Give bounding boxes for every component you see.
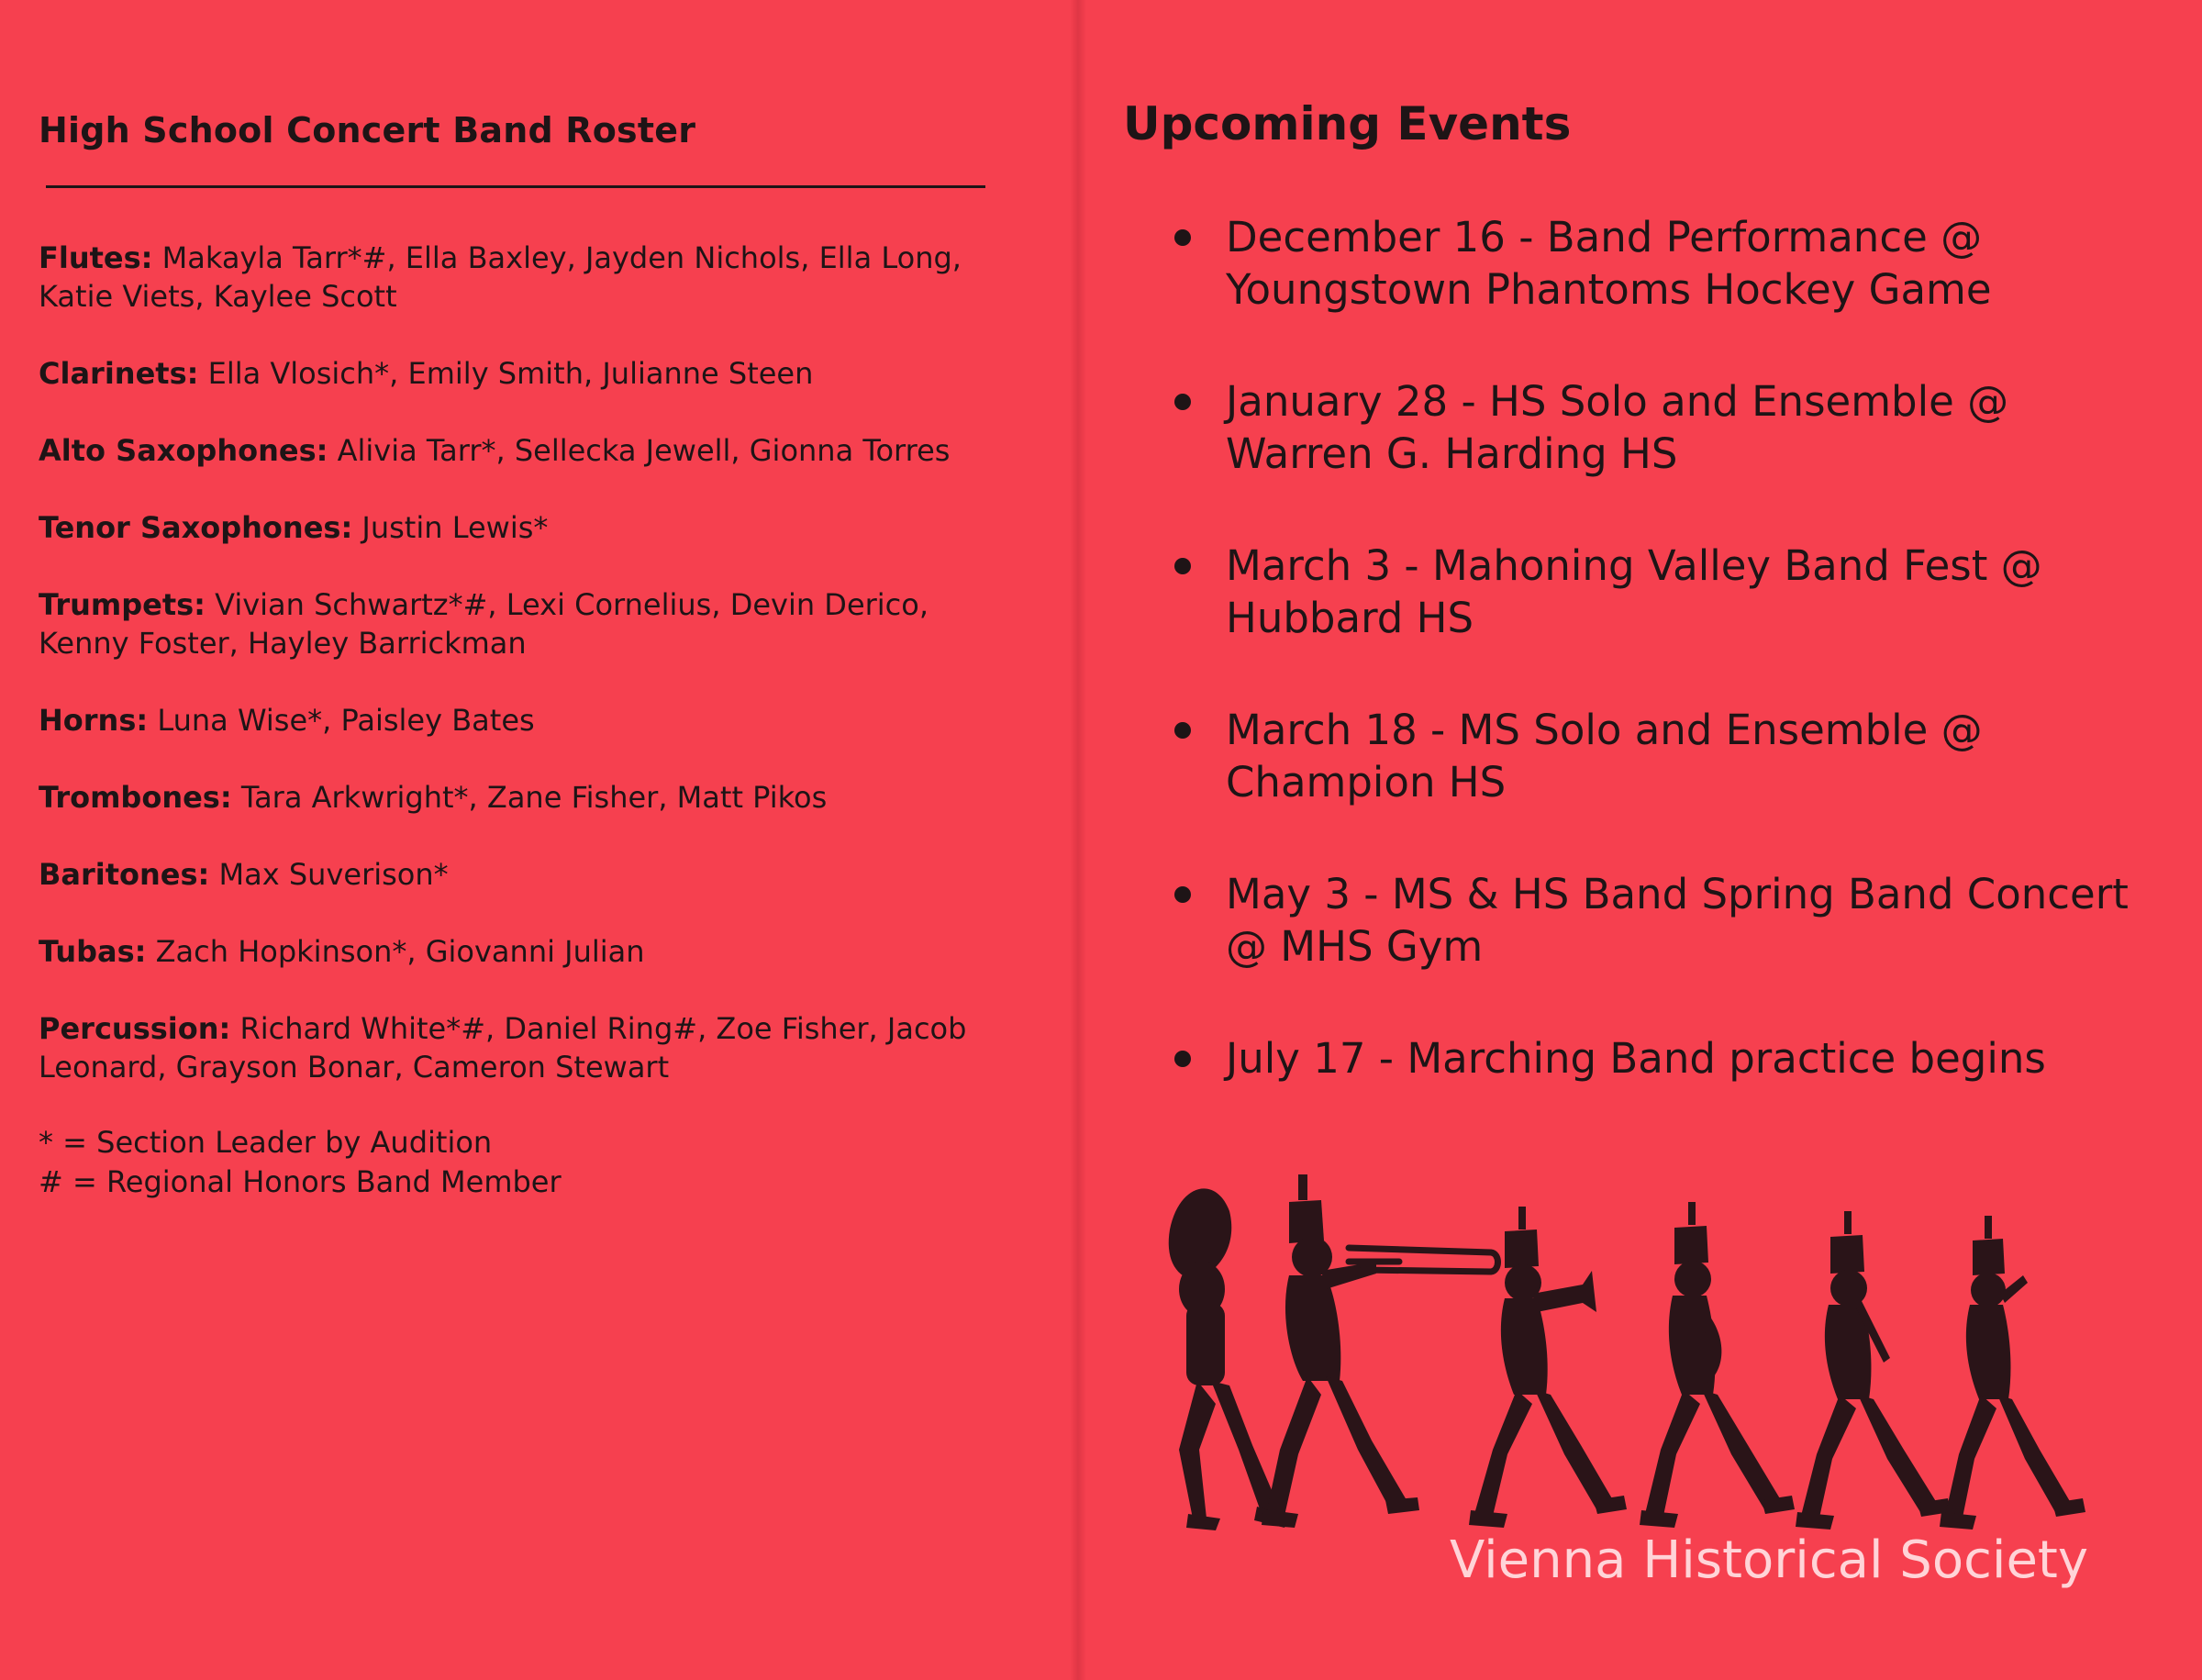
member-list: Luna Wise*, Paisley Bates	[157, 703, 535, 738]
events-panel	[1123, 92, 2151, 1083]
member-list: Ella Vlosich*, Emily Smith, Julianne Steen	[207, 356, 814, 391]
roster-section-trumpets	[39, 585, 993, 662]
clarinet-player-figure	[1796, 1211, 1951, 1530]
roster-section-trombones	[39, 778, 993, 817]
instrument-label: Percussion:	[39, 1011, 231, 1046]
event-text: December 16 - Band Performance @ Youngstown Phantoms Hockey Game	[1226, 213, 1992, 314]
bullet-icon	[1174, 558, 1191, 574]
member-list: Zach Hopkinson*, Giovanni Julian	[155, 934, 645, 969]
member-list: Makayla Tarr*#, Ella Baxley, Jayden Nichols, Ella Long, Katie Viets, Kaylee Scott	[39, 240, 962, 314]
bullet-icon	[1174, 722, 1191, 739]
event-item	[1123, 1032, 2151, 1085]
roster-title: High School Concert Band Roster	[39, 110, 696, 150]
roster-section-alto-saxophones	[39, 431, 993, 470]
member-list: Justin Lewis*	[361, 510, 549, 545]
roster-legend	[39, 1123, 993, 1202]
member-list: Vivian Schwartz*#, Lexi Cornelius, Devin Derico, Kenny Foster, Hayley Barrickman	[39, 587, 929, 661]
roster-panel	[39, 103, 984, 1199]
member-list: Tara Arkwright*, Zane Fisher, Matt Pikos	[240, 780, 828, 815]
marching-band-illustration	[1151, 1174, 2087, 1578]
event-item	[1123, 211, 2151, 316]
member-list: Richard White*#, Daniel Ring#, Zoe Fisher, Jacob Leonard, Grayson Bonar, Cameron Stewart	[39, 1011, 967, 1085]
instrument-label: Trumpets:	[39, 587, 206, 622]
roster-section-baritones	[39, 855, 993, 894]
trombone-player-figure	[1262, 1174, 1498, 1528]
bullet-icon	[1174, 229, 1191, 246]
instrument-label: Flutes:	[39, 240, 153, 275]
roster-section-percussion	[39, 1009, 993, 1086]
events-title: Upcoming Events	[1123, 97, 1572, 150]
event-text: July 17 - Marching Band practice begins	[1226, 1034, 2046, 1083]
instrument-label: Trombones:	[39, 780, 232, 815]
event-text: January 28 - HS Solo and Ensemble @ Warren G. Harding HS	[1226, 377, 2009, 478]
flute-player-figure	[1940, 1216, 2085, 1530]
roster-section-flutes	[39, 239, 993, 316]
events-list	[1123, 211, 2151, 1144]
event-text: March 3 - Mahoning Valley Band Fest @ Hubbard HS	[1226, 541, 2042, 642]
roster-section-horns	[39, 701, 993, 740]
bullet-icon	[1174, 1051, 1191, 1067]
tuba-player-figure	[1169, 1188, 1289, 1530]
center-fold	[1070, 0, 1086, 1680]
event-item	[1123, 704, 2151, 808]
saxophone-player-figure	[1640, 1202, 1795, 1528]
event-text: May 3 - MS & HS Band Spring Band Concert @ MHS Gym	[1226, 870, 2129, 971]
instrument-label: Baritones:	[39, 857, 210, 892]
title-divider	[46, 185, 985, 188]
bullet-icon	[1174, 886, 1191, 903]
roster-section-clarinets	[39, 354, 993, 393]
member-list: Alivia Tarr*, Sellecka Jewell, Gionna Torres	[337, 433, 951, 468]
roster-section-tubas	[39, 932, 993, 971]
instrument-label: Horns:	[39, 703, 149, 738]
roster-section-tenor-saxophones	[39, 508, 993, 547]
legend-honors-band: # = Regional Honors Band Member	[39, 1164, 562, 1199]
roster-sections	[39, 239, 993, 1202]
bullet-icon	[1174, 394, 1191, 410]
event-item	[1123, 868, 2151, 973]
instrument-label: Tubas:	[39, 934, 147, 969]
instrument-label: Tenor Saxophones:	[39, 510, 353, 545]
instrument-label: Clarinets:	[39, 356, 199, 391]
legend-section-leader: * = Section Leader by Audition	[39, 1125, 493, 1160]
event-item	[1123, 375, 2151, 480]
event-item	[1123, 540, 2151, 644]
watermark: Vienna Historical Society	[1450, 1530, 2089, 1590]
event-text: March 18 - MS Solo and Ensemble @ Champion HS	[1226, 706, 1983, 807]
instrument-label: Alto Saxophones:	[39, 433, 328, 468]
member-list: Max Suverison*	[218, 857, 449, 892]
